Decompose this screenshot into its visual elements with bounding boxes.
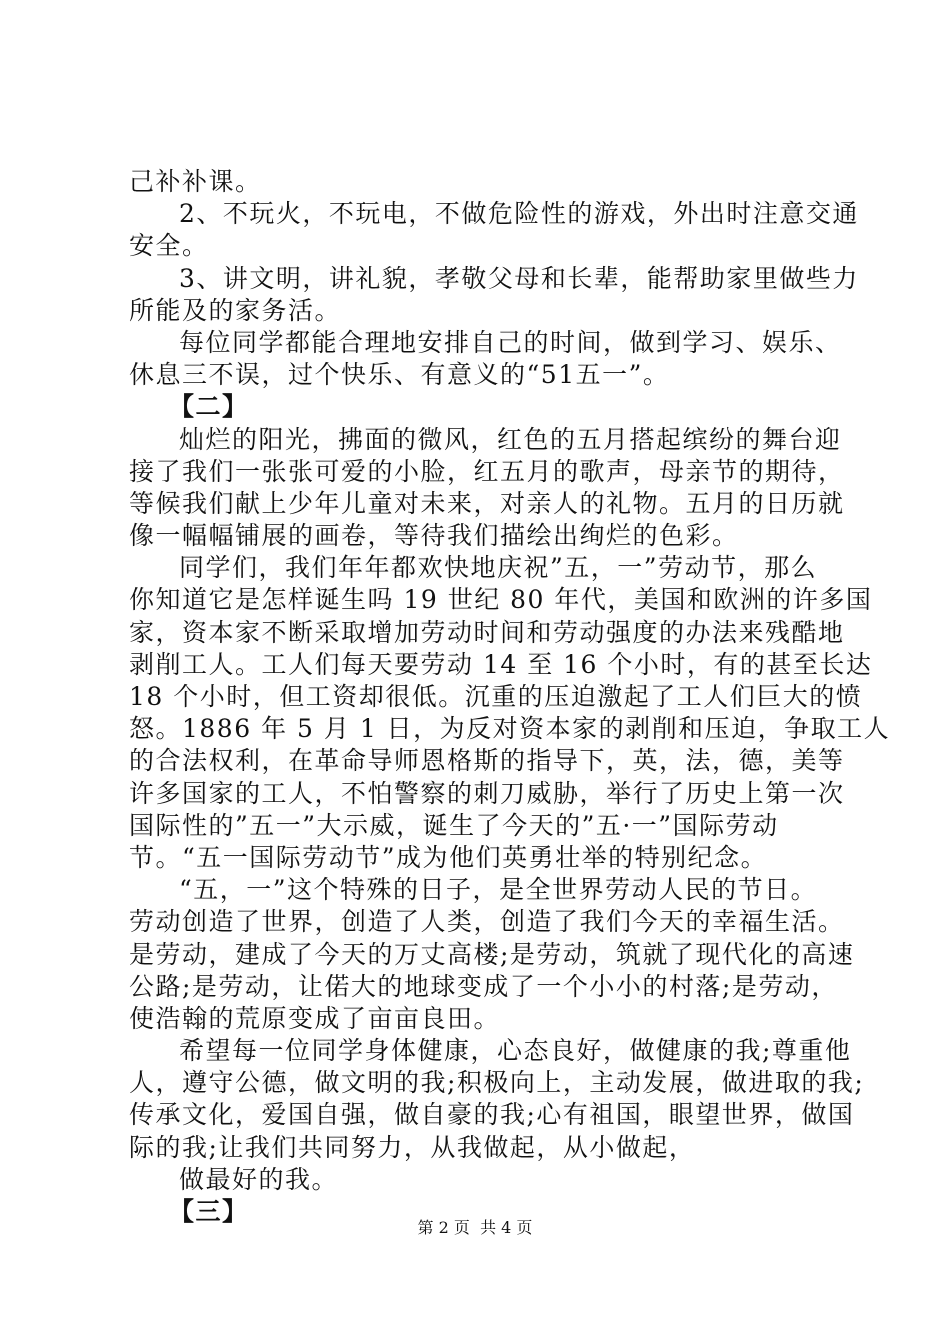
section-heading: 【三】 xyxy=(169,1197,249,1226)
text-line: 节。“五一国际劳动节”成为他们英勇壮举的特别纪念。 xyxy=(129,842,768,872)
text-line: 休息三不误，过个快乐、有意义的“51五一”。 xyxy=(129,360,670,390)
text-line: 3、讲文明，讲礼貌，孝敬父母和长辈，能帮助家里做些力 xyxy=(179,263,859,293)
text-line: 做最好的我。 xyxy=(179,1164,339,1194)
text-line: 许多国家的工人，不怕警察的刺刀威胁，举行了历史上第一次 xyxy=(129,778,845,808)
text-line: 使浩翰的荒原变成了亩亩良田。 xyxy=(129,1003,501,1033)
section-heading: 【二】 xyxy=(169,392,249,422)
text-line: 2、不玩火，不玩电，不做危险性的游戏，外出时注意交通 xyxy=(179,199,859,229)
text-line: 家，资本家不断采取增加劳动时间和劳动强度的办法来残酷地 xyxy=(129,617,845,647)
text-line: 劳动创造了世界，创造了人类，创造了我们今天的幸福生活。 xyxy=(129,907,845,937)
text-line: 传承文化，爱国自强，做自豪的我;心有祖国，眼望世界，做国 xyxy=(129,1100,855,1130)
text-line: 灿烂的阳光，拂面的微风，红色的五月搭起缤纷的舞台迎 xyxy=(179,424,842,454)
text-line: 公路;是劳动，让偌大的地球变成了一个小小的村落;是劳动， xyxy=(129,971,838,1001)
text-line: 人，遵守公德，做文明的我;积极向上，主动发展，做进取的我; xyxy=(129,1068,865,1098)
text-line: 剥削工人。工人们每天要劳动 14 至 16 个小时，有的甚至长达 xyxy=(129,649,873,679)
text-line: 接了我们一张张可爱的小脸，红五月的歌声，母亲节的期待， xyxy=(129,456,845,486)
document-body xyxy=(129,166,891,1228)
text-line: 怒。1886 年 5 月 1 日，为反对资本家的剥削和压迫，争取工人 xyxy=(129,714,891,744)
text-line: 等候我们献上少年儿童对未来，对亲人的礼物。五月的日历就 xyxy=(129,488,845,518)
text-line: 希望每一位同学身体健康，心态良好，做健康的我;尊重他 xyxy=(179,1036,852,1066)
text-line: 你知道它是怎样诞生吗 19 世纪 80 年代，美国和欧洲的许多国 xyxy=(129,585,873,615)
text-line: 是劳动，建成了今天的万丈高楼;是劳动，筑就了现代化的高速 xyxy=(129,939,855,969)
text-line: 安全。 xyxy=(129,231,209,261)
text-line: “五，一”这个特殊的日子，是全世界劳动人民的节日。 xyxy=(179,875,818,905)
text-line: 的合法权利，在革命导师恩格斯的指导下，英，法，德，美等 xyxy=(129,746,845,776)
page-footer: 第 2 页 共 4 页 xyxy=(417,1218,533,1237)
text-line: 像一幅幅铺展的画卷，等待我们描绘出绚烂的色彩。 xyxy=(129,521,739,551)
text-line: 18 个小时，但工资却很低。沉重的压迫激起了工人们巨大的愤 xyxy=(129,682,863,711)
text-line: 每位同学都能合理地安排自己的时间，做到学习、娱乐、 xyxy=(179,327,842,357)
text-line: 己补补课。 xyxy=(129,167,262,196)
text-line: 所能及的家务活。 xyxy=(129,295,342,325)
text-line: 际的我;让我们共同努力，从我做起，从小做起， xyxy=(129,1132,696,1162)
text-line: 同学们，我们年年都欢快地庆祝”五，一”劳动节，那么 xyxy=(179,553,818,583)
text-line: 国际性的”五一”大示威，诞生了今天的”五·一”国际劳动 xyxy=(129,810,779,840)
